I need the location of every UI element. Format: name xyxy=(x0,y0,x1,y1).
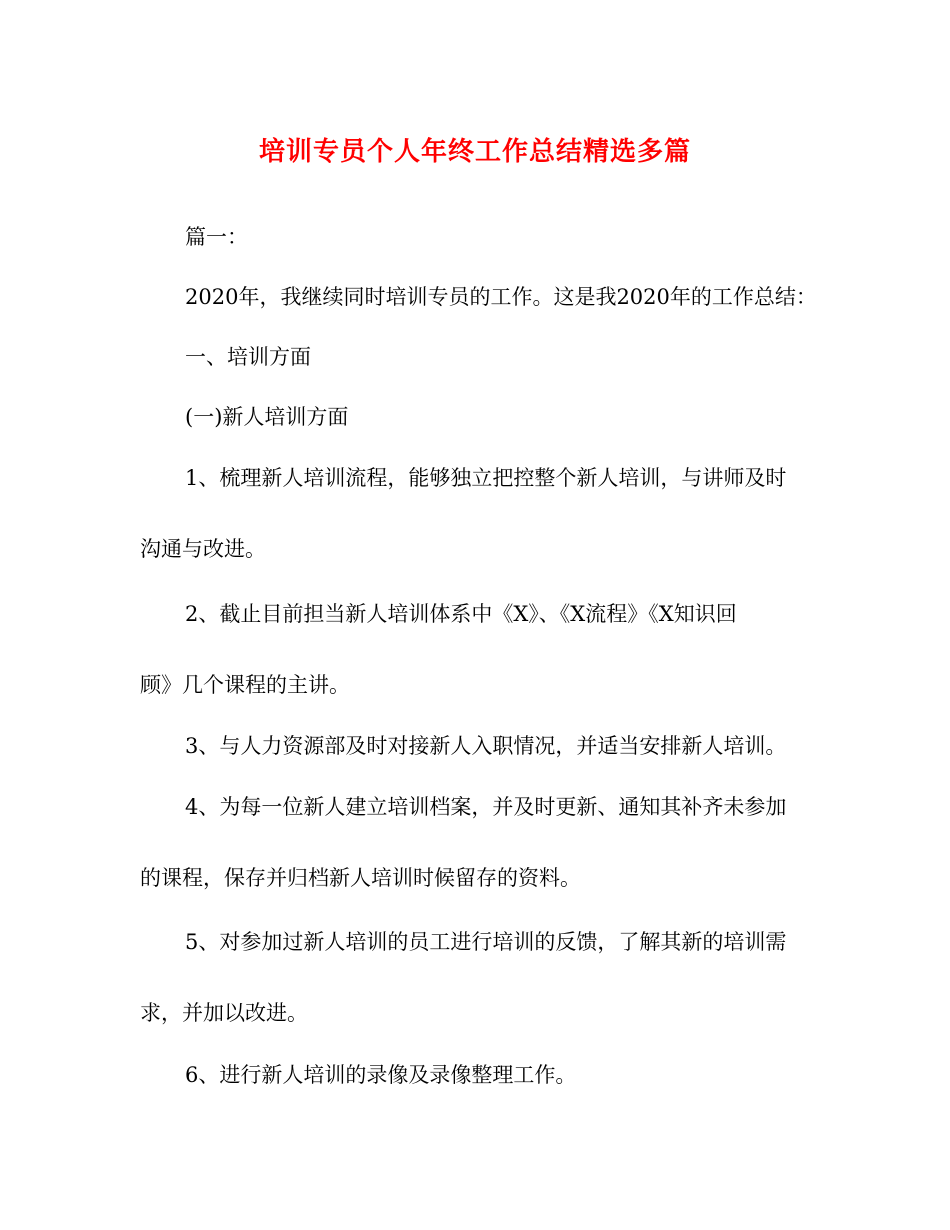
item-2-line-2: 顾》几个课程的主讲。 xyxy=(140,673,350,697)
item-4-line-2: 的课程，保存并归档新人培训时候留存的资料。 xyxy=(140,866,581,890)
item-5-line-2: 求，并加以改进。 xyxy=(140,1001,308,1025)
item-1-line-1: 1、梳理新人培训流程，能够独立把控整个新人培训，与讲师及时 xyxy=(185,466,787,490)
item-2-line-1: 2、截止目前担当新人培训体系中《X》、《X流程》《X知识回 xyxy=(185,602,737,626)
item-4-line-1: 4、为每一位新人建立培训档案，并及时更新、通知其补齐未参加 xyxy=(185,795,787,819)
item-5-line-1: 5、对参加过新人培训的员工进行培训的反馈，了解其新的培训需 xyxy=(185,930,787,954)
item-6: 6、进行新人培训的录像及录像整理工作。 xyxy=(185,1063,577,1087)
document-title: 培训专员个人年终工作总结精选多篇 xyxy=(258,137,691,167)
section-label: 篇一： xyxy=(185,225,248,249)
item-3: 3、与人力资源部及时对接新人入职情况，并适当安排新人培训。 xyxy=(185,734,787,758)
item-1-line-2: 沟通与改进。 xyxy=(140,537,266,561)
heading-training: 一、培训方面 xyxy=(185,345,311,369)
subheading-new-hire-training: (一)新人培训方面 xyxy=(185,405,349,429)
intro-paragraph: 2020年，我继续同时培训专员的工作。这是我2020年的工作总结： xyxy=(185,285,817,309)
